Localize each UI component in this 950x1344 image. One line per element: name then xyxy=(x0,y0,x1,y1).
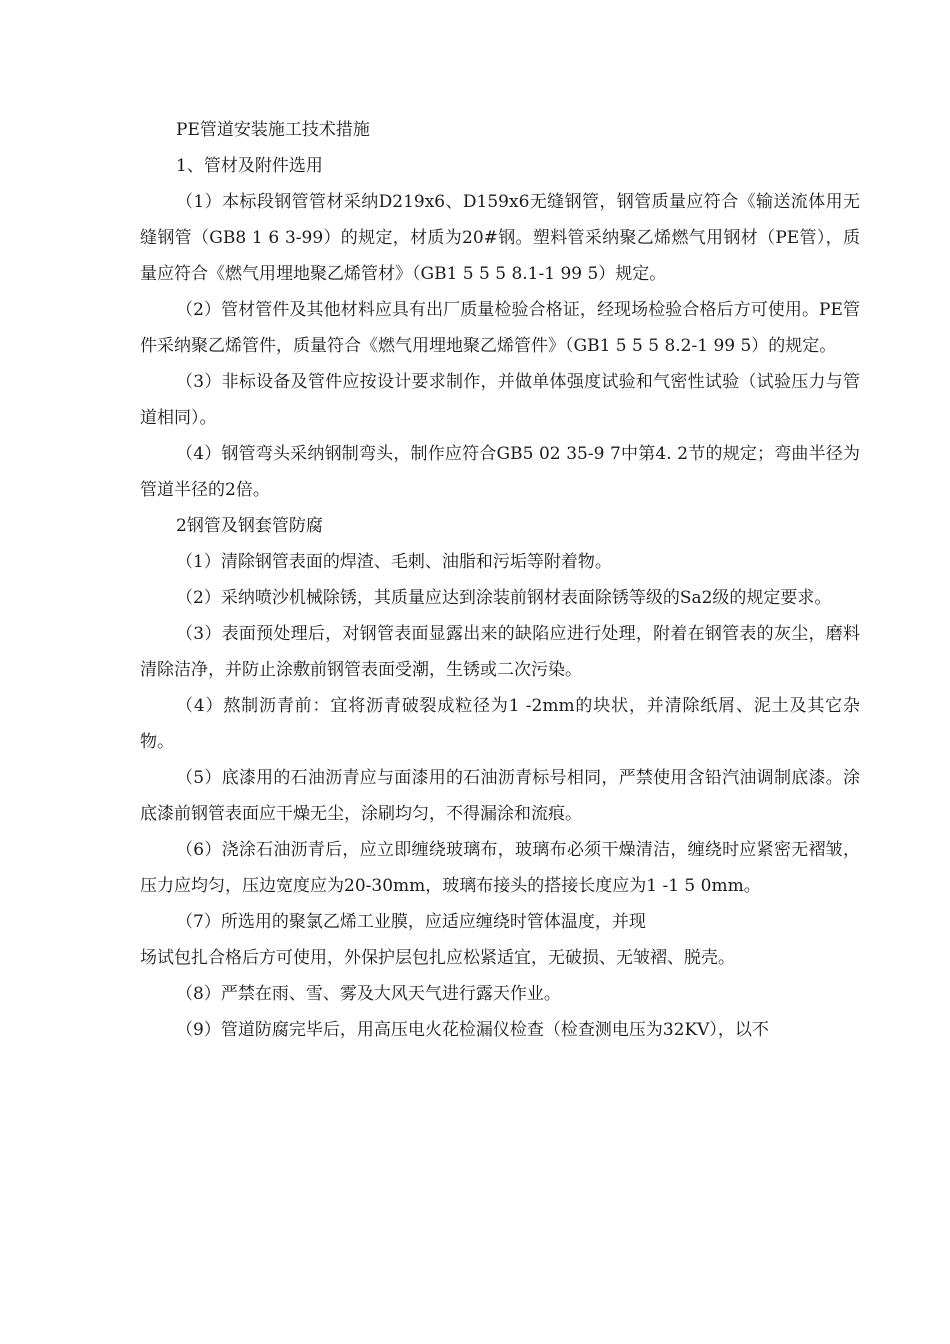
paragraph-2-6: （6）浇涂石油沥青后，应立即缠绕玻璃布，玻璃布必须干燥清洁，缠绕时应紧密无褶皱，压力应均匀，压边宽度应为20-30mm，玻璃布接头的搭接长度应为1 -1 5 0mm。 xyxy=(140,840,860,896)
page-title: PE管道安装施工技术措施 xyxy=(176,120,370,140)
paragraph-1-1: （1）本标段钢管管材采纳D219x6、D159x6无缝钢管，钢管质量应符合《输送流体用无缝钢管（GB8 1 6 3-99）的规定，材质为20#钢。塑料管采纳聚乙烯燃气用钢材（PE管），质量应符合《燃气用埋地聚乙烯管材》（GB1 5 5 5 8.1-1 99 5）规定。 xyxy=(140,192,860,284)
paragraph-2-3: （3）表面预处理后，对钢管表面显露出来的缺陷应进行处理，附着在钢管表的灰尘，磨料清除洁净，并防止涂敷前钢管表面受潮，生锈或二次污染。 xyxy=(140,624,860,680)
paragraph-1-3: （3）非标设备及管件应按设计要求制作，并做单体强度试验和气密性试验（试验压力与管道相同）。 xyxy=(140,372,860,428)
section-heading-1: 1、管材及附件选用 xyxy=(176,156,323,176)
paragraph-2-4: （4）熬制沥青前：宜将沥青破裂成粒径为1 -2mm的块状，并清除纸屑、泥土及其它杂物。 xyxy=(140,696,860,752)
paragraph-1-4: （4）钢管弯头采纳钢制弯头，制作应符合GB5 02 35-9 7中第4. 2节的规定；弯曲半径为管道半径的2倍。 xyxy=(140,444,860,500)
document-body xyxy=(140,112,860,1048)
paragraph-2-1: （1）清除钢管表面的焊渣、毛刺、油脂和污垢等附着物。 xyxy=(176,552,612,572)
paragraph-2-7-continued: 场试包扎合格后方可使用，外保护层包扎应松紧适宜，无破损、无皱褶、脱壳。 xyxy=(140,948,735,968)
paragraph-2-9: （9）管道防腐完毕后，用高压电火花检漏仪检查（检查测电压为32KV），以不 xyxy=(176,1020,769,1040)
paragraph-2-5: （5）底漆用的石油沥青应与面漆用的石油沥青标号相同，严禁使用含铅汽油调制底漆。涂底漆前钢管表面应干燥无尘，涂刷均匀，不得漏涂和流痕。 xyxy=(140,768,860,824)
section-heading-2: 2钢管及钢套管防腐 xyxy=(176,516,323,536)
paragraph-1-2: （2）管材管件及其他材料应具有出厂质量检验合格证，经现场检验合格后方可使用。PE管件采纳聚乙烯管件，质量符合《燃气用埋地聚乙烯管件》（GB1 5 5 5 8.2-1 99 5）的规定。 xyxy=(140,300,860,356)
paragraph-2-2: （2）采纳喷沙机械除锈，其质量应达到涂装前钢材表面除锈等级的Sa2级的规定要求。 xyxy=(176,588,832,608)
paragraph-2-8: （8）严禁在雨、雪、雾及大风天气进行露天作业。 xyxy=(176,984,561,1004)
paragraph-2-7: （7）所选用的聚氯乙烯工业膜，应适应缠绕时管体温度，并现 xyxy=(176,912,646,932)
